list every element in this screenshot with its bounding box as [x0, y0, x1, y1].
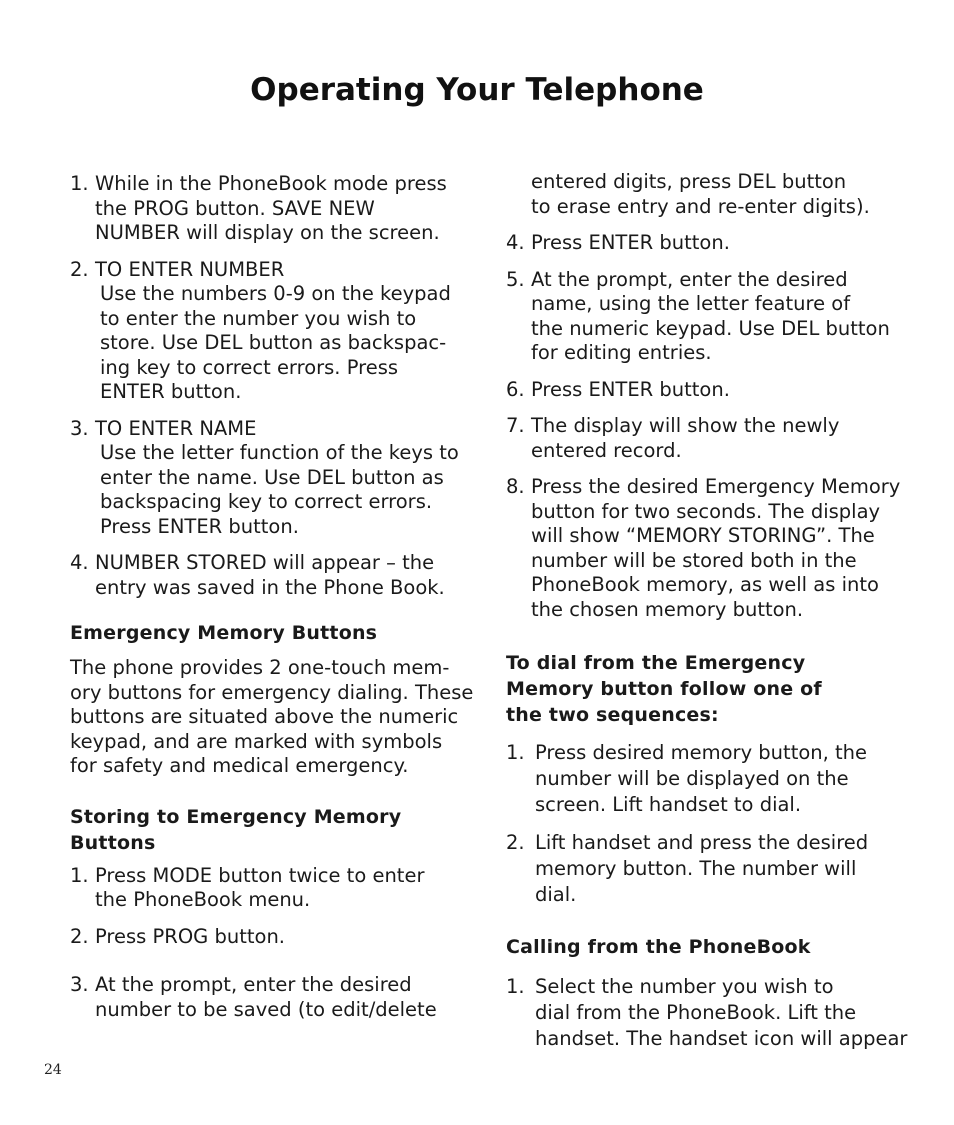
step-text: entered record.: [531, 438, 682, 462]
storing-step-3: [70, 973, 455, 1022]
step-text: screen. Lift handset to dial.: [535, 793, 802, 816]
step-number: 4.: [70, 551, 89, 574]
step-text: the numeric keypad. Use DEL button: [531, 316, 890, 340]
step-text: Lift handset and press the desired: [535, 831, 869, 854]
step-text: Press the desired Emergency Memory: [531, 475, 901, 498]
step-text: to enter the number you wish to: [100, 306, 417, 330]
step-text: Press ENTER button.: [100, 514, 299, 538]
storing-step-1: [70, 864, 455, 913]
step-text: name, using the letter feature of: [531, 292, 851, 315]
step-text: number will be displayed on the: [535, 767, 849, 790]
step-text: dial from the PhoneBook. Lift the: [535, 1001, 857, 1024]
step-text: dial.: [535, 883, 577, 906]
paragraph-line: keypad, and are marked with symbols: [70, 729, 443, 753]
calling-step-1: [506, 974, 908, 1052]
step-number: 8.: [506, 475, 525, 498]
step-number: 6.: [506, 377, 525, 401]
section-heading-calling: [506, 934, 901, 960]
step-text: enter the name. Use DEL button as: [100, 465, 444, 489]
continued-step-3: [506, 170, 901, 219]
step-text: to erase entry and re-enter digits).: [531, 194, 870, 218]
step-text: handset. The handset icon will appear: [535, 1027, 908, 1050]
dial-step-1: [506, 740, 901, 818]
step-text: The display will show the newly: [531, 414, 840, 437]
step-number: 1.: [506, 975, 525, 998]
phonebook-step-3: [70, 416, 459, 540]
step-text: backspacing key to correct errors.: [100, 490, 433, 513]
phonebook-step-2: [70, 258, 455, 405]
left-column: [70, 172, 474, 1034]
step-text: At the prompt, enter the desired: [95, 973, 412, 996]
storing-step-4: [506, 231, 901, 256]
phonebook-step-1: [70, 172, 455, 246]
right-column: [506, 170, 908, 1064]
step-text: entry was saved in the Phone Book.: [95, 575, 445, 599]
step-text: number to be saved (to edit/delete: [95, 997, 437, 1021]
step-text: Use the letter function of the keys to: [100, 441, 459, 464]
heading-text: Emergency Memory Buttons: [70, 622, 378, 644]
page-title: Operating Your Telephone: [250, 72, 704, 108]
step-text: store. Use DEL button as backspac-: [100, 331, 447, 354]
step-number: 1.: [70, 863, 89, 887]
paragraph-line: for safety and medical emergency.: [70, 754, 409, 777]
step-number: 2.: [506, 831, 525, 854]
page-number: 24: [44, 1062, 62, 1078]
step-number: 3.: [70, 416, 89, 440]
heading-text: Calling from the PhoneBook: [506, 936, 811, 958]
step-text: PhoneBook memory, as well as into: [531, 573, 879, 596]
step-number: 1.: [506, 741, 525, 764]
step-text: button for two seconds. The display: [531, 499, 881, 523]
paragraph-line: The phone provides 2 one-touch mem-: [70, 656, 450, 679]
step-text: the chosen memory button.: [531, 597, 804, 621]
step-number: 3.: [70, 973, 89, 996]
step-text: the PhoneBook menu.: [95, 888, 311, 911]
emergency-paragraph: [70, 656, 474, 779]
step-text: entered digits, press DEL button: [531, 170, 847, 193]
paragraph-line: buttons are situated above the numeric: [70, 705, 459, 728]
storing-step-8: [506, 475, 901, 622]
step-number: 1.: [70, 172, 89, 195]
storing-step-5: [506, 268, 901, 366]
step-text: While in the PhoneBook mode press: [95, 172, 447, 195]
step-text: NUMBER will display on the screen.: [95, 221, 440, 244]
step-text: ENTER button.: [100, 380, 242, 403]
heading-text: To dial from the Emergency: [506, 652, 806, 674]
step-text: will show “MEMORY STORING”. The: [531, 524, 875, 547]
step-text: NUMBER STORED will appear – the: [95, 551, 435, 574]
step-text: memory button. The number will: [535, 857, 857, 880]
step-text: for editing entries.: [531, 341, 712, 364]
step-text: TO ENTER NUMBER: [95, 257, 285, 281]
heading-text: Storing to Emergency Memory: [70, 805, 402, 828]
step-number: 2.: [70, 924, 89, 948]
section-heading-storing: [70, 804, 455, 856]
step-text: number will be stored both in the: [531, 548, 857, 572]
paragraph-line: ory buttons for emergency dialing. These: [70, 680, 474, 704]
heading-text: Memory button follow one of: [506, 678, 822, 700]
phonebook-step-4: [70, 551, 455, 600]
step-text: At the prompt, enter the desired: [531, 267, 848, 291]
step-text: Press ENTER button.: [531, 231, 730, 254]
step-text: Press ENTER button.: [531, 377, 730, 401]
step-text: Press PROG button.: [95, 924, 286, 948]
step-text: ing key to correct errors. Press: [100, 355, 399, 379]
heading-text: Buttons: [70, 831, 156, 854]
step-text: Press MODE button twice to enter: [95, 863, 425, 887]
step-text: TO ENTER NAME: [95, 416, 257, 440]
step-text: Use the numbers 0-9 on the keypad: [100, 282, 451, 305]
heading-text: the two sequences:: [506, 704, 719, 726]
section-heading-dial: [506, 650, 901, 728]
step-number: 2.: [70, 257, 89, 281]
step-text: Select the number you wish to: [535, 975, 834, 998]
section-heading-emergency: [70, 620, 455, 646]
step-number: 7.: [506, 414, 525, 437]
storing-step-6: [506, 378, 901, 403]
dial-step-2: [506, 830, 901, 908]
step-number: 4.: [506, 231, 525, 254]
storing-step-2: [70, 925, 455, 950]
storing-step-7: [506, 414, 901, 463]
step-text: the PROG button. SAVE NEW: [95, 196, 375, 220]
step-number: 5.: [506, 267, 525, 291]
step-text: Press desired memory button, the: [535, 741, 868, 764]
